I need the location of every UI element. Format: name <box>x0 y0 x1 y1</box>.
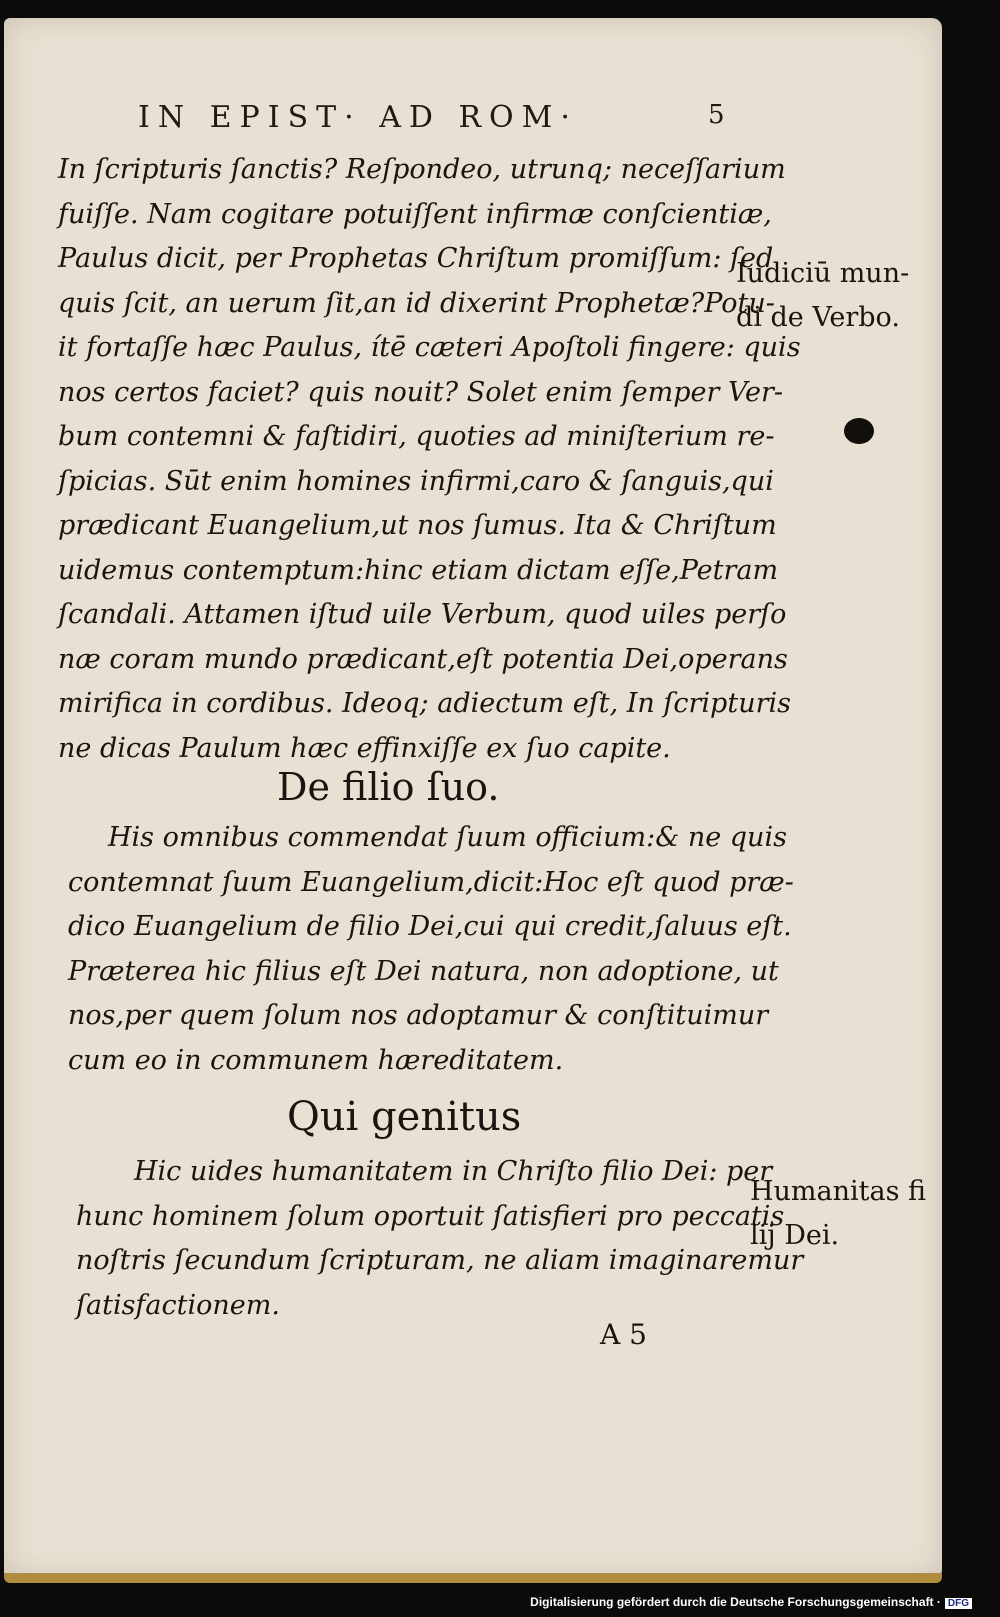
margin-note-line: di de Verbo. <box>736 302 900 333</box>
text-line: quis ſcit, an uerum ſit,an id dixerint Prophetæ?Potu- <box>58 287 775 319</box>
section-heading: Qui genitus <box>287 1094 522 1140</box>
text-line: ne dicas Paulum hæc effinxiſſe ex ſuo capite. <box>58 732 671 764</box>
text-line: Paulus dicit, per Prophetas Chriſtum promiſſum: ſed <box>58 243 774 274</box>
paragraph-2 <box>68 816 794 1083</box>
margin-note <box>736 252 909 340</box>
text-line: His omnibus commendat ſuum officium:& ne quis <box>108 822 787 853</box>
page-edge <box>4 1573 942 1583</box>
margin-note-line: Humanitas fi <box>750 1176 927 1207</box>
running-head: IN EPIST· AD ROM· <box>138 100 578 135</box>
text-line: prædicant Euangelium,ut nos ſumus. Ita & Chriſtum <box>58 510 777 541</box>
text-line: Hic uides humanitatem in Chriſto filio Dei: per <box>134 1156 773 1187</box>
text-line: fuiſſe. Nam cogitare potuiſſent infirmæ conſcientiæ, <box>58 198 772 230</box>
text-line: næ coram mundo prædicant,eſt potentia Dei,operans <box>58 643 788 675</box>
paragraph-1 <box>58 148 801 771</box>
margin-note-line: Iudiciū mun- <box>736 258 910 289</box>
footer-credit <box>530 1595 972 1609</box>
text-line: noſtris ſecundum ſcripturam, ne aliam imaginaremur <box>76 1245 804 1276</box>
text-line: bum contemni & faſtidiri, quoties ad miniſterium re- <box>58 421 775 452</box>
dfg-logo: DFG <box>945 1598 972 1609</box>
text-line: cum eo in communem hæreditatem. <box>68 1044 564 1076</box>
text-line: hunc hominem ſolum oportuit ſatisfieri pro peccatis <box>76 1200 785 1232</box>
text-line: ſcandali. Attamen iſtud uile Verbum, quod uiles perſo <box>58 599 787 630</box>
text-line: ſatisfactionem. <box>76 1289 280 1321</box>
margin-note <box>750 1170 926 1258</box>
page-number: 5 <box>708 100 725 130</box>
text-line: In ſcripturis ſanctis? Reſpondeo, utrunq; neceſſarium <box>58 154 786 185</box>
footer-text: Digitalisierung gefördert durch die Deutsche Forschungsgemeinschaft · <box>530 1595 941 1609</box>
text-line: dico Euangelium de filio Dei,cui qui credit,ſaluus eſt. <box>68 911 792 942</box>
text-line: it fortaſſe hæc Paulus, ítē cæteri Apoſtoli fingere: quis <box>58 332 801 363</box>
section-heading: De filio ſuo. <box>277 765 500 809</box>
text-line: contemnat ſuum Euangelium,dicit:Hoc eſt quod præ- <box>68 866 794 898</box>
text-line: ſpicias. Sūt enim homines infirmi,caro & ſanguis,qui <box>58 465 774 497</box>
text-line: nos certos faciet? quis nouit? Solet enim ſemper Ver- <box>58 376 784 408</box>
ink-blot <box>844 418 874 444</box>
text-line: nos,per quem ſolum nos adoptamur & conſtituimur <box>68 1000 769 1031</box>
text-line: mirifica in cordibus. Ideoq; adiectum eſt, In ſcripturis <box>58 688 791 719</box>
text-line: uidemus contemptum:hinc etiam dictam eſſe,Petram <box>58 554 779 586</box>
margin-note-line: lij Dei. <box>750 1220 840 1251</box>
text-line: Præterea hic filius eſt Dei natura, non adoptione, ut <box>68 955 779 987</box>
signature-mark: A 5 <box>600 1318 647 1351</box>
